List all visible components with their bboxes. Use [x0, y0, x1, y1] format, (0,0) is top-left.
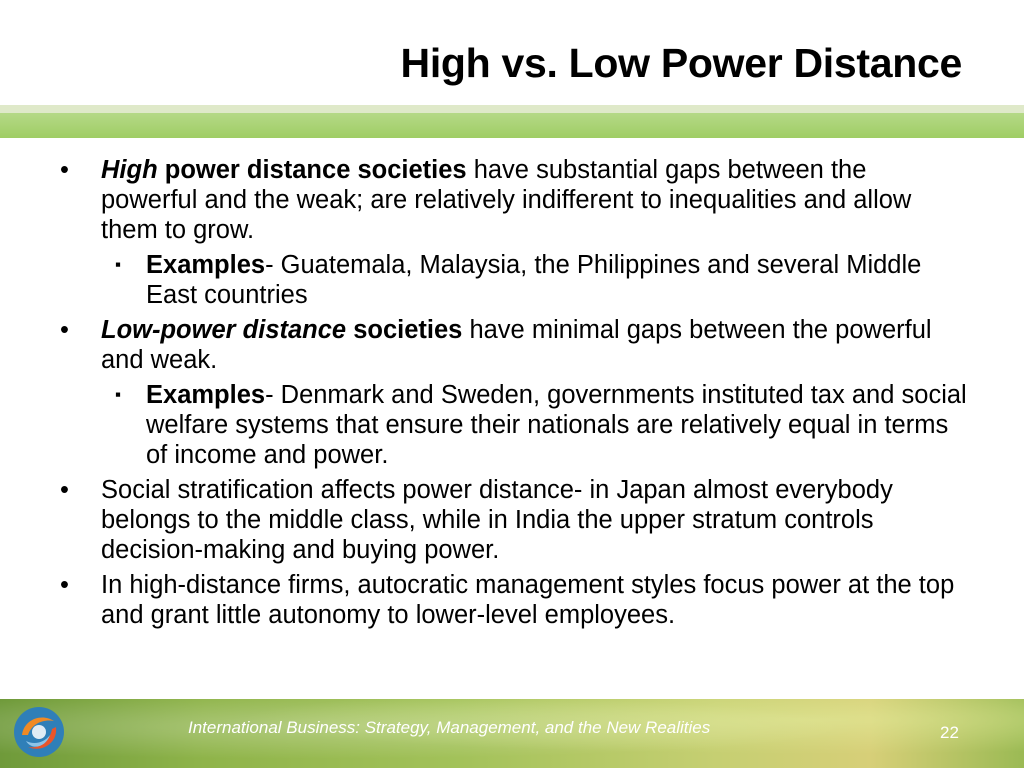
emphasis-term: power distance societies: [157, 156, 467, 184]
emphasis-term: societies: [346, 316, 463, 344]
bullet-social-stratification: [58, 475, 968, 565]
emphasis-high: High: [101, 156, 158, 184]
sub-bullet-low-examples: [58, 380, 968, 470]
bullet-marker: •: [60, 156, 69, 184]
title-divider: [0, 113, 1024, 138]
title-divider-light: [0, 105, 1024, 113]
bullet-marker: •: [60, 316, 69, 344]
sub-bullet-text: - Guatemala, Malaysia, the Philippines and several Middle East countries: [146, 251, 922, 309]
footer-book-title: International Business: Strategy, Management, and the New Realities: [188, 718, 711, 737]
bullet-text: Social stratification affects power distance- in Japan almost everybody belongs to the middle class, while in India the upper stratum controls decision-making and buying power.: [101, 476, 893, 564]
bullet-text: In high-distance firms, autocratic management styles focus power at the top and grant little autonomy to lower-level employees.: [101, 571, 955, 629]
sub-bullet-high-examples: [58, 250, 968, 310]
bullet-text: have substantial gaps between the powerful and the weak; are relatively indifferent to inequalities and allow them to grow.: [101, 156, 912, 244]
slide-title: High vs. Low Power Distance: [400, 40, 962, 86]
sub-bullet-marker: ▪: [115, 385, 122, 404]
bullet-marker: •: [60, 571, 69, 599]
bullet-text: have minimal gaps between the powerful and weak.: [101, 316, 932, 374]
bullet-marker: •: [60, 476, 69, 504]
examples-label: Examples: [146, 251, 266, 279]
sub-bullet-marker: ▪: [115, 255, 122, 274]
publisher-swirl-logo-icon: [12, 705, 66, 759]
page-number: 22: [940, 723, 959, 742]
bullet-high-distance-firms: [58, 570, 968, 630]
bullet-high-power-distance: [58, 155, 968, 245]
bullet-low-power-distance: [58, 315, 968, 375]
sub-bullet-text: - Denmark and Sweden, governments instituted tax and social welfare systems that ensure their nationals are relatively equal in terms of income and power.: [146, 381, 967, 469]
slide-body: [58, 155, 968, 635]
examples-label: Examples: [146, 381, 266, 409]
emphasis-low-power-distance: Low-power distance: [101, 316, 347, 344]
slide-footer: [0, 699, 1024, 768]
